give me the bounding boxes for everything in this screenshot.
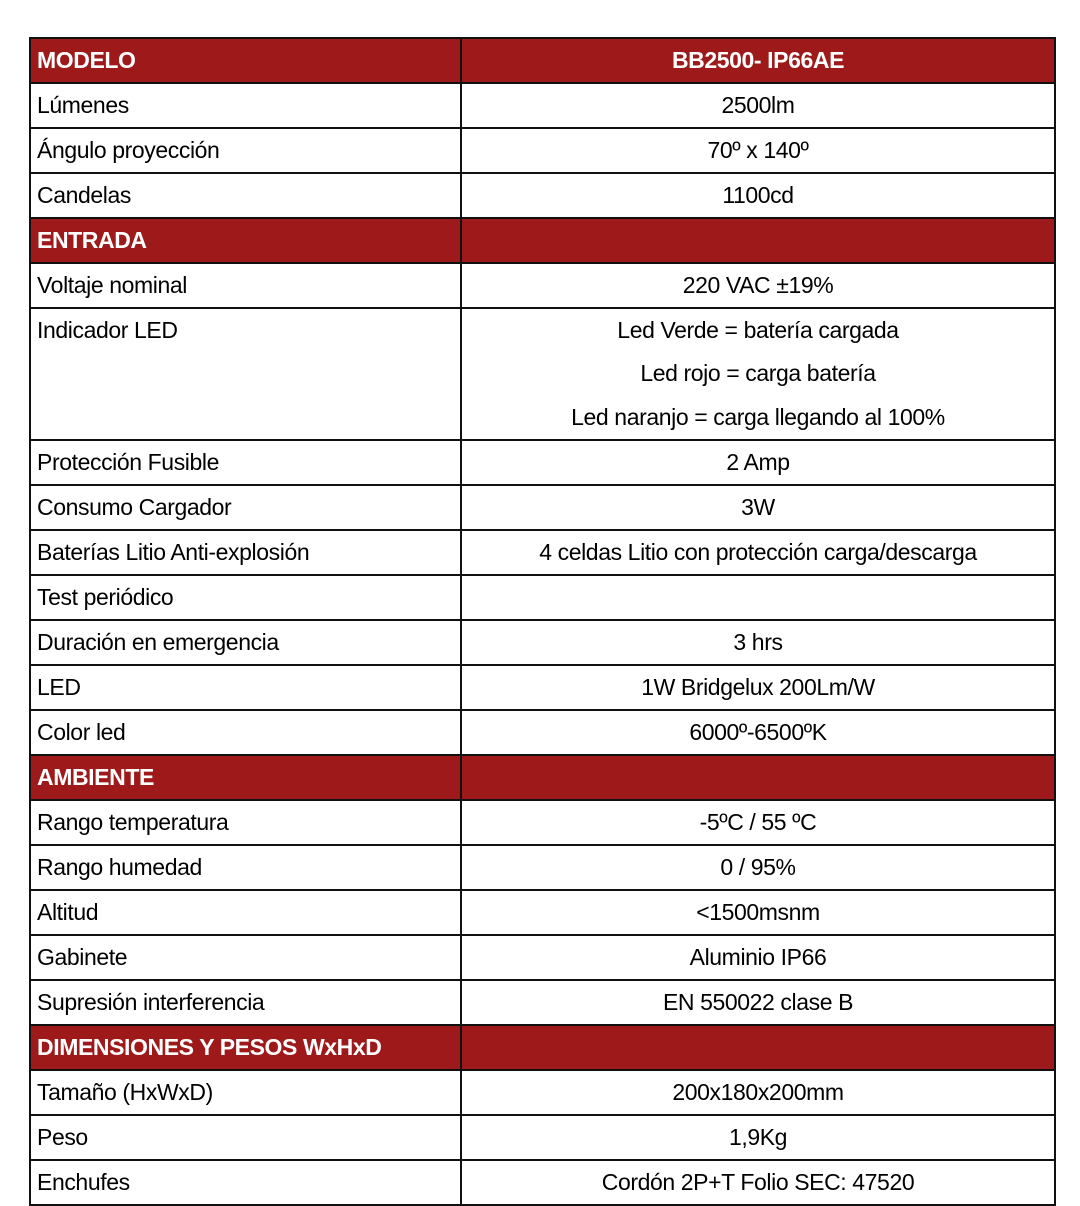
table-row <box>30 665 1055 710</box>
model-label: MODELO <box>30 38 461 83</box>
table-row-led-indicator <box>30 308 1055 440</box>
row-label: Duración en emergencia <box>30 620 461 665</box>
row-value: 0 / 95% <box>461 845 1055 890</box>
section-header-dimensiones <box>30 1025 1055 1070</box>
header-row <box>30 38 1055 83</box>
row-label: Candelas <box>30 173 461 218</box>
row-label: Voltaje nominal <box>30 263 461 308</box>
row-value: 220 VAC ±19% <box>461 263 1055 308</box>
row-value: 6000º-6500ºK <box>461 710 1055 755</box>
row-label: Gabinete <box>30 935 461 980</box>
row-label: Rango temperatura <box>30 800 461 845</box>
table-row <box>30 1115 1055 1160</box>
row-label: Indicador LED <box>30 308 461 440</box>
row-label: Baterías Litio Anti-explosión <box>30 530 461 575</box>
row-value: 70º x 140º <box>461 128 1055 173</box>
section-title: DIMENSIONES Y PESOS WxHxD <box>30 1025 461 1070</box>
table-row <box>30 1160 1055 1205</box>
row-value: EN 550022 clase B <box>461 980 1055 1025</box>
value-line: Led rojo = carga batería <box>640 360 876 387</box>
row-label: LED <box>30 665 461 710</box>
row-value <box>461 575 1055 620</box>
table-row <box>30 890 1055 935</box>
section-title-blank <box>461 1025 1055 1070</box>
row-value: <1500msnm <box>461 890 1055 935</box>
row-value: -5ºC / 55 ºC <box>461 800 1055 845</box>
table-row <box>30 530 1055 575</box>
row-value: 2500lm <box>461 83 1055 128</box>
row-value-multiline <box>461 308 1055 440</box>
table-row <box>30 800 1055 845</box>
row-label: Rango humedad <box>30 845 461 890</box>
row-value: 3W <box>461 485 1055 530</box>
row-value: 1W Bridgelux 200Lm/W <box>461 665 1055 710</box>
table-row <box>30 128 1055 173</box>
spec-table <box>29 37 1056 1206</box>
row-label: Ángulo proyección <box>30 128 461 173</box>
row-label: Altitud <box>30 890 461 935</box>
row-label: Lúmenes <box>30 83 461 128</box>
table-row <box>30 620 1055 665</box>
row-value: 3 hrs <box>461 620 1055 665</box>
row-value: 200x180x200mm <box>461 1070 1055 1115</box>
table-row <box>30 83 1055 128</box>
section-header-entrada <box>30 218 1055 263</box>
table-row <box>30 173 1055 218</box>
row-label: Tamaño (HxWxD) <box>30 1070 461 1115</box>
row-value: 1,9Kg <box>461 1115 1055 1160</box>
section-title: AMBIENTE <box>30 755 461 800</box>
row-label: Supresión interferencia <box>30 980 461 1025</box>
row-label: Peso <box>30 1115 461 1160</box>
row-value: Aluminio IP66 <box>461 935 1055 980</box>
value-line: Led Verde = batería cargada <box>617 317 899 343</box>
section-title-blank <box>461 755 1055 800</box>
section-title-blank <box>461 218 1055 263</box>
table-row <box>30 440 1055 485</box>
model-value: BB2500- IP66AE <box>461 38 1055 83</box>
table-row <box>30 575 1055 620</box>
row-label: Color led <box>30 710 461 755</box>
table-row <box>30 1070 1055 1115</box>
section-header-ambiente <box>30 755 1055 800</box>
table-row <box>30 263 1055 308</box>
row-value: 1100cd <box>461 173 1055 218</box>
table-row <box>30 485 1055 530</box>
table-row <box>30 845 1055 890</box>
row-value: Cordón 2P+T Folio SEC: 47520 <box>461 1160 1055 1205</box>
row-label: Test periódico <box>30 575 461 620</box>
row-label: Enchufes <box>30 1160 461 1205</box>
table-row <box>30 980 1055 1025</box>
row-value: 2 Amp <box>461 440 1055 485</box>
row-label: Consumo Cargador <box>30 485 461 530</box>
section-title: ENTRADA <box>30 218 461 263</box>
row-label: Protección Fusible <box>30 440 461 485</box>
value-line: Led naranjo = carga llegando al 100% <box>571 403 945 430</box>
table-row <box>30 710 1055 755</box>
table-row <box>30 935 1055 980</box>
row-value: 4 celdas Litio con protección carga/descarga <box>461 530 1055 575</box>
